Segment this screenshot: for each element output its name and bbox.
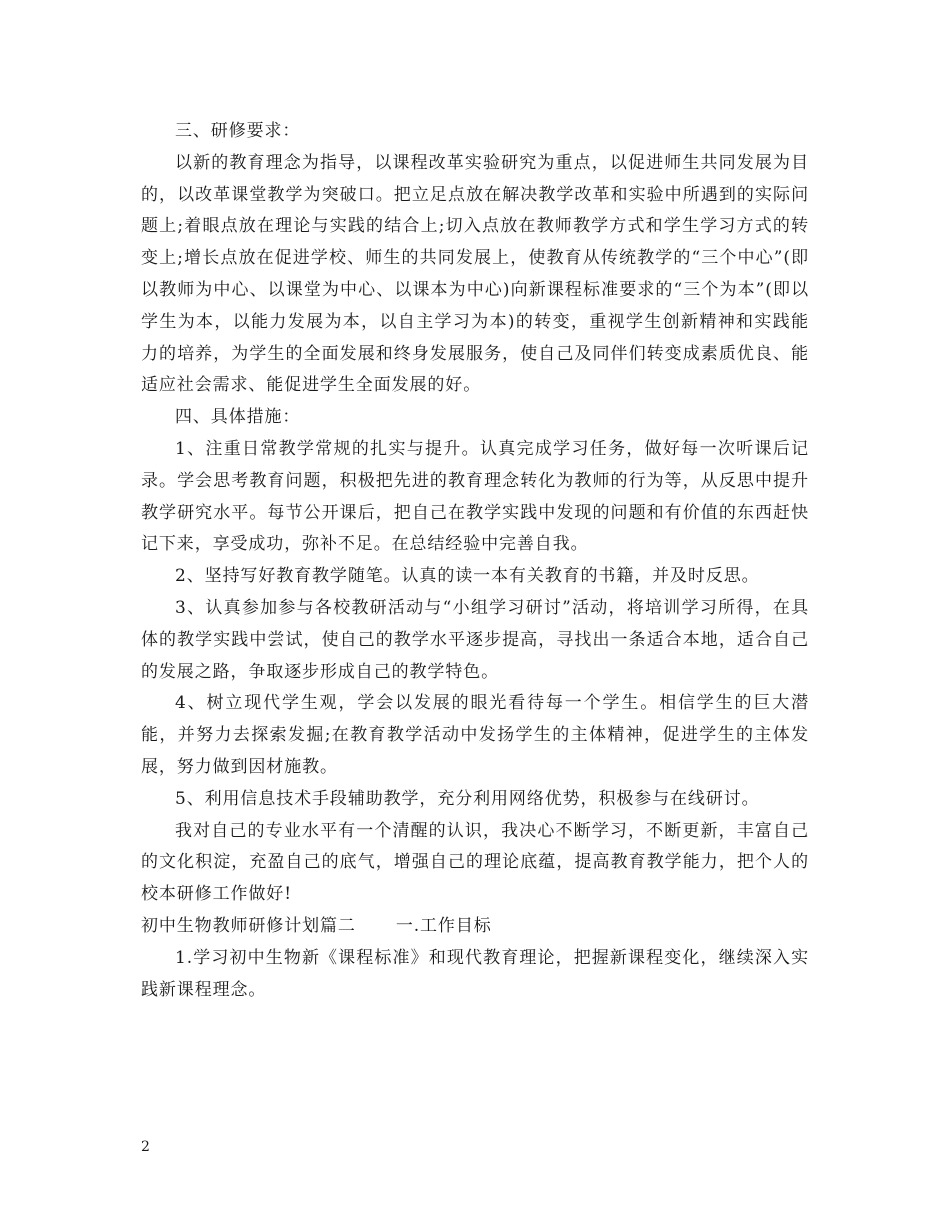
part-two-title: 初中生物教师研修计划篇二	[141, 915, 356, 936]
goal-item-1: 1.学习初中生物新《课程标准》和现代教育理论，把握新课程变化，继续深入实践新课程理念。	[141, 947, 809, 1000]
section-four-heading: 四、具体措施：	[175, 407, 301, 428]
part-two-heading	[141, 911, 809, 943]
measure-item-1: 1、注重日常教学常规的扎实与提升。认真完成学习任务，做好每一次听课后记录。学会思考教育问题，积极把先进的教育理念转化为教师的行为等，从反思中提升教学研究水平。每节公开课后，把自己在教学实践中发现的问题和有价值的东西赶快记下来，享受成功，弥补不足。在总结经验中完善自我。	[141, 438, 809, 555]
document-body	[141, 116, 809, 1006]
work-goal-subtitle: 一.工作目标	[395, 915, 492, 936]
measure-item-3: 3、认真参加参与各校教研活动与“小组学习研讨”活动，将培训学习所得，在具体的教学实践中尝试，使自己的教学水平逐步提高，寻找出一条适合本地，适合自己的发展之路，争取逐步形成自己的教学特色。	[141, 597, 809, 682]
measure-item-4: 4、树立现代学生观，学会以发展的眼光看待每一个学生。相信学生的巨大潜能，并努力去探索发掘;在教育教学活动中发扬学生的主体精神，促进学生的主体发展，努力做到因材施教。	[141, 693, 809, 777]
page-number: 2	[141, 1139, 150, 1155]
measure-item-5: 5、利用信息技术手段辅助教学，充分利用网络优势，积极参与在线研讨。	[175, 788, 760, 809]
research-requirements-paragraph: 以新的教育理念为指导，以课程改革实验研究为重点，以促进师生共同发展为目的，以改革课堂教学为突破口。把立足点放在解决教学改革和实验中所遇到的实际问题上;着眼点放在理论与实践的结合上;切入点放在教师教学方式和学生学习方式的转变上;增长点放在促进学校、师生的共同发展上，使教育从传统教学的“三个中心”(即以教师为中心、以课堂为中心、以课本为中心)向新课程标准要求的“三个为本”(即以学生为本，以能力发展为本，以自主学习为本)的转变，重视学生创新精神和实践能力的培养，为学生的全面发展和终身发展服务，使自己及同伴们转变成素质优良、能适应社会需求、能促进学生全面发展的好。	[141, 152, 809, 396]
measure-item-2: 2、坚持写好教育教学随笔。认真的读一本有关教育的书籍，并及时反思。	[175, 566, 760, 587]
closing-paragraph: 我对自己的专业水平有一个清醒的认识，我决心不断学习，不断更新，丰富自己的文化积淀，充盈自己的底气，增强自己的理论底蕴，提高教育教学能力，把个人的校本研修工作做好!	[141, 820, 809, 905]
section-three-heading: 三、研修要求：	[175, 121, 301, 141]
